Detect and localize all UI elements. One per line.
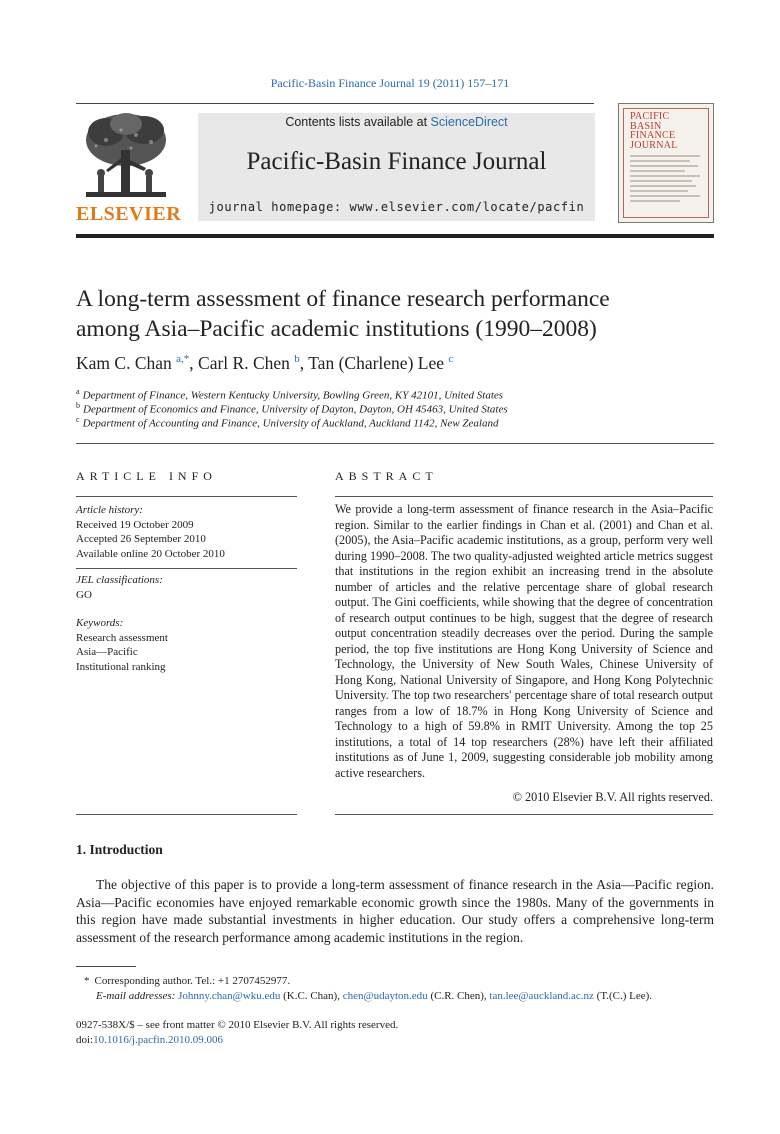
cover-title-line: JOURNAL xyxy=(630,139,678,151)
email-separator: , xyxy=(337,990,343,1002)
affiliation-text: Department of Accounting and Finance, University of Auckland, Auckland 1142, New Zealand xyxy=(82,417,499,430)
accepted-date: Accepted 26 September 2010 xyxy=(76,533,206,545)
jel-classifications xyxy=(76,573,163,602)
masthead-rule xyxy=(76,234,714,238)
doi-link[interactable]: 10.1016/j.pacfin.2010.09.006 xyxy=(93,1034,223,1046)
affiliation-text: Department of Finance, Western Kentucky University, Bowling Green, KY 42101, United States xyxy=(82,389,504,402)
article-history xyxy=(76,503,225,561)
header-rule xyxy=(76,103,594,104)
history-label: Article history: xyxy=(76,504,143,516)
author-name: Carl R. Chen xyxy=(198,353,290,373)
introduction-paragraph: The objective of this paper is to provide a long-term assessment of finance research in the Asia—Pacific region. Asia—Pacific economies have enjoyed remarkable economic growth since the 1980s. Many of the governments in this region have made substantial investments in higher education. Our study offers a comprehensive long-term assessment of the research performance among academic institutions in the region. xyxy=(76,877,714,945)
email-label: E-mail addresses: xyxy=(96,990,176,1002)
jel-label: JEL classifications: xyxy=(76,574,163,586)
article-info-heading: ARTICLE INFO xyxy=(76,469,217,483)
author-name: Tan (Charlene) Lee xyxy=(308,353,444,373)
keyword: Research assessment xyxy=(76,631,168,644)
affiliation-mark: b xyxy=(76,401,80,410)
elsevier-tree-logo xyxy=(76,110,176,205)
contents-prefix: Contents lists available at xyxy=(285,115,431,129)
abstract-rule xyxy=(335,814,713,815)
author-affiliation-marker[interactable]: c xyxy=(448,353,454,366)
asterisk-icon: * xyxy=(84,975,90,987)
abstract-rule xyxy=(335,496,713,497)
article-title-line-2: among Asia–Pacific academic institutions (1990–2008) xyxy=(76,316,597,342)
affiliation-b xyxy=(76,401,508,416)
email-link[interactable]: Johnny.chan@wku.edu xyxy=(178,990,281,1002)
cover-contents-lines xyxy=(630,153,702,213)
issn-line: 0927-538X/$ – see front matter © 2010 Elsevier B.V. All rights reserved. xyxy=(76,1019,399,1031)
affiliation-text: Department of Economics and Finance, University of Dayton, Dayton, OH 45463, United States xyxy=(83,403,508,416)
abstract-heading: ABSTRACT xyxy=(335,469,438,483)
article-title xyxy=(76,284,716,344)
keywords-label: Keywords: xyxy=(76,617,124,629)
online-date: Available online 20 October 2010 xyxy=(76,547,225,560)
email-owner: (T.(C.) Lee). xyxy=(596,990,653,1002)
doi-label: doi: xyxy=(76,1034,94,1046)
affiliation-mark: c xyxy=(76,415,80,424)
article-info-rule xyxy=(76,496,297,497)
author-affiliation-marker[interactable]: a,* xyxy=(176,353,190,366)
sciencedirect-link[interactable]: ScienceDirect xyxy=(430,115,508,129)
email-link[interactable]: chen@udayton.edu xyxy=(342,990,428,1002)
affiliation-a xyxy=(76,387,503,402)
cover-title xyxy=(630,112,678,150)
corresponding-text: Corresponding author. Tel.: +1 2707452977. xyxy=(94,975,291,987)
cover-title-line: BASIN xyxy=(630,120,662,132)
journal-cover-thumbnail xyxy=(618,103,714,223)
author-separator: , xyxy=(299,353,309,373)
journal-homepage[interactable]: journal homepage: www.elsevier.com/locate/pacfin xyxy=(208,200,585,214)
corresponding-footnote xyxy=(76,975,290,987)
affiliation-mark: a xyxy=(76,387,80,396)
received-date: Received 19 October 2009 xyxy=(76,518,194,531)
cover-title-line: FINANCE xyxy=(630,130,676,141)
journal-title: Pacific-Basin Finance Journal xyxy=(246,148,547,175)
doi-line xyxy=(76,1034,223,1046)
affiliation-c xyxy=(76,415,498,430)
email-footnote xyxy=(96,990,652,1002)
email-owner: (K.C. Chan) xyxy=(283,990,338,1002)
section-rule xyxy=(76,443,714,444)
cover-title-line: PACIFIC xyxy=(630,111,670,122)
email-owner: (C.R. Chen) xyxy=(430,990,484,1002)
introduction-heading: 1. Introduction xyxy=(76,842,163,857)
contents-line xyxy=(198,115,595,129)
article-info-rule xyxy=(76,814,297,815)
article-info-rule xyxy=(76,568,297,569)
email-separator: , xyxy=(483,990,490,1002)
footnote-rule xyxy=(76,966,136,967)
article-title-line-1: A long-term assessment of finance research performance xyxy=(76,286,610,312)
abstract-copyright: © 2010 Elsevier B.V. All rights reserved. xyxy=(512,790,713,804)
journal-citation[interactable]: Pacific-Basin Finance Journal 19 (2011) 157–171 xyxy=(270,76,510,90)
cover-frame xyxy=(623,108,709,218)
author-separator: , xyxy=(189,353,199,373)
elsevier-wordmark: ELSEVIER xyxy=(76,203,182,225)
author-list xyxy=(76,353,453,374)
author-affiliation-marker[interactable]: b xyxy=(294,353,300,366)
email-link[interactable]: tan.lee@auckland.ac.nz xyxy=(489,990,594,1002)
author-name: Kam C. Chan xyxy=(76,353,172,373)
abstract-text: We provide a long-term assessment of finance research in the Asia–Pacific region. Similar to the earlier findings in Chan et al. (2001) and Chan et al. (2005), the Asia–Pacific academic institutions, as a group, perform very well during 1990–2008. The two quality-adjusted weighted article metrics suggest that institutions in the region exhibit an increasing trend in the absolute number of articles and the relative percentage share of global research output. The Gini coefficients, while showing that the degree of concentration of research output continues to be high, suggest that the degree of research output concentration steadily decreases over the period. During the sample period, the top five institutions are Hong Kong University of Science and Technology, the University of New South Wales, Chinese University of Hong Kong, National University of Singapore, and Hong Kong Polytechnic University. The top two researchers' percentage share of total research output ranges from a low of 18.7% in Hong Kong University of Science and Technology to a high of 59.8% in RMIT University. Among the top 25 institutions, a total of 14 top researchers (28%) have left their affiliated institutions as of June 1, 2009, suggesting considerable job mobility among active researchers. xyxy=(335,502,713,780)
keywords xyxy=(76,616,168,674)
keyword: Asia—Pacific xyxy=(76,646,138,658)
jel-code: GO xyxy=(76,588,92,601)
keyword: Institutional ranking xyxy=(76,660,166,673)
